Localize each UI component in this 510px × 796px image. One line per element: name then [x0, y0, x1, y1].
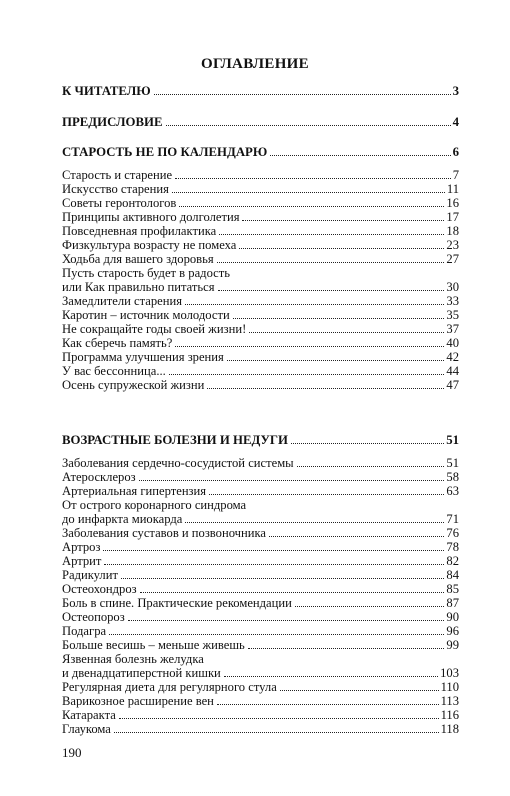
toc-entry-page: 116 — [440, 708, 459, 722]
toc-entry-page: 42 — [446, 350, 459, 364]
toc-section-heading — [62, 434, 459, 447]
toc-entry-title: Атеросклероз — [62, 470, 136, 484]
dot-leader — [104, 564, 444, 565]
toc-entry-page: 103 — [440, 666, 459, 680]
toc-entry — [62, 513, 459, 526]
toc-entry-title: Физкультура возрасту не помеха — [62, 238, 237, 252]
dot-leader — [154, 94, 451, 95]
toc-entry-page: 51 — [446, 456, 459, 470]
dot-leader — [185, 522, 444, 523]
toc-entry-page: 18 — [446, 224, 459, 238]
toc-entry-page: 85 — [446, 582, 459, 596]
dot-leader — [139, 480, 445, 481]
toc-entry-title: Принципы активного долголетия — [62, 210, 240, 224]
toc-entry-page: 78 — [446, 540, 459, 554]
dot-leader — [217, 262, 445, 263]
toc-entry-page: 96 — [446, 624, 459, 638]
toc-entry — [62, 379, 459, 392]
toc-entry — [62, 183, 459, 196]
toc-entry — [62, 323, 459, 336]
toc-entry — [62, 295, 459, 308]
toc-entry-title: Остеохондроз — [62, 582, 137, 596]
toc-entry-page: 27 — [446, 252, 459, 266]
toc-entry-title: Регулярная диета для регулярного стула — [62, 680, 277, 694]
dot-leader — [103, 550, 444, 551]
toc-entry-title: или Как правильно питаться — [62, 280, 215, 294]
toc-section-heading — [62, 116, 459, 129]
dot-leader — [295, 606, 445, 607]
toc-entry-title: Артрит — [62, 554, 102, 568]
dot-leader — [175, 346, 444, 347]
toc-entry — [62, 351, 459, 364]
toc-entry-page: 3 — [452, 84, 459, 98]
page-title: ОГЛАВЛЕНИЕ — [201, 56, 309, 72]
dot-leader — [242, 220, 444, 221]
page-number: 190 — [62, 745, 82, 760]
dot-leader — [166, 125, 451, 126]
toc-entry-page: 63 — [446, 484, 459, 498]
toc-entry-title: Не сокращайте годы своей жизни! — [62, 322, 247, 336]
toc-entry-title: Артроз — [62, 540, 101, 554]
toc-entry-title: У вас бессонница... — [62, 364, 166, 378]
toc-entry-page: 37 — [446, 322, 459, 336]
dot-leader — [114, 732, 439, 733]
toc-entry-page: 113 — [440, 694, 459, 708]
dot-leader — [109, 634, 444, 635]
dot-leader — [217, 704, 439, 705]
dot-leader — [172, 192, 445, 193]
toc-entry-title: Повседневная профилактика — [62, 224, 217, 238]
toc-entry-title: Варикозное расширение вен — [62, 694, 214, 708]
toc-entry-page: 90 — [446, 610, 459, 624]
toc-entry-title: Глаукома — [62, 722, 111, 736]
toc-entry-page: 30 — [446, 280, 459, 294]
toc-entry — [62, 281, 459, 294]
toc-entry-page: 7 — [452, 168, 459, 182]
toc-entry — [62, 569, 459, 582]
toc-entry-title: К ЧИТАТЕЛЮ — [62, 84, 151, 98]
toc-entry — [62, 471, 459, 484]
toc-entry-title: СТАРОСТЬ НЕ ПО КАЛЕНДАРЮ — [62, 145, 268, 159]
toc-entry-title: Катаракта — [62, 708, 116, 722]
toc-entry — [62, 485, 459, 498]
dot-leader — [179, 206, 444, 207]
toc-entry-page: 17 — [446, 210, 459, 224]
toc-entry-title-line1: Пусть старость будет в радость — [62, 266, 231, 280]
dot-leader — [218, 290, 445, 291]
toc-entry-page: 35 — [446, 308, 459, 322]
toc-entry — [62, 197, 459, 210]
toc-entry-page: 4 — [452, 115, 459, 129]
toc-entry-page: 40 — [446, 336, 459, 350]
toc-entry-title-line1: От острого коронарного синдрома — [62, 498, 247, 512]
dot-leader — [270, 155, 450, 156]
toc-entry — [62, 597, 459, 610]
dot-leader — [175, 178, 451, 179]
dot-leader — [297, 466, 445, 467]
toc-entry-page: 87 — [446, 596, 459, 610]
toc-entry-page: 11 — [446, 182, 459, 196]
toc-entry-title: до инфаркта миокарда — [62, 512, 183, 526]
toc-entry-page: 82 — [446, 554, 459, 568]
dot-leader — [219, 234, 444, 235]
dot-leader — [280, 690, 439, 691]
toc-entry-page: 99 — [446, 638, 459, 652]
dot-leader — [239, 248, 444, 249]
dot-leader — [249, 332, 444, 333]
toc-entry — [62, 309, 459, 322]
toc-entry — [62, 211, 459, 224]
toc-entry — [62, 681, 459, 694]
toc-entry — [62, 695, 459, 708]
toc-entry-title: Осень супружеской жизни — [62, 378, 205, 392]
dot-leader — [233, 318, 445, 319]
toc-entry — [62, 365, 459, 378]
toc-section-heading — [62, 146, 459, 159]
toc-entry — [62, 611, 459, 624]
toc-entry-page: 44 — [446, 364, 459, 378]
toc-entry-page: 47 — [446, 378, 459, 392]
toc-entry — [62, 583, 459, 596]
toc-entry — [62, 709, 459, 722]
toc-entry-title: Замедлители старения — [62, 294, 182, 308]
dot-leader — [207, 388, 444, 389]
dot-leader — [248, 648, 445, 649]
toc-entry-page: 71 — [446, 512, 459, 526]
toc-entry-title: Каротин – источник молодости — [62, 308, 230, 322]
toc-entry — [62, 555, 459, 568]
toc-entry-page: 118 — [440, 722, 459, 736]
toc-entry-title: Остеопороз — [62, 610, 125, 624]
toc-section-heading — [62, 85, 459, 98]
toc-entry-title: Программа улучшения зрения — [62, 350, 224, 364]
dot-leader — [121, 578, 444, 579]
toc-entry — [62, 639, 459, 652]
toc-entry-title: Заболевания суставов и позвоночника — [62, 526, 267, 540]
toc-entry-title-line1: Язвенная болезнь желудка — [62, 652, 204, 666]
toc-entry-title: Советы геронтологов — [62, 196, 177, 210]
toc-entry-page: 23 — [446, 238, 459, 252]
dot-leader — [140, 592, 445, 593]
toc-entry-page: 76 — [446, 526, 459, 540]
toc-entry — [62, 723, 459, 736]
toc-entry-title: и двенадцатиперстной кишки — [62, 666, 221, 680]
toc-entry-title: Ходьба для вашего здоровья — [62, 252, 214, 266]
toc-entry-title: Артериальная гипертензия — [62, 484, 207, 498]
toc-entry — [62, 225, 459, 238]
toc-entry — [62, 253, 459, 266]
dot-leader — [291, 443, 444, 444]
toc-entry-page: 51 — [446, 433, 459, 447]
toc-entry-title: Искусство старения — [62, 182, 169, 196]
toc-entry-title: Подагра — [62, 624, 107, 638]
toc-entry-title: Больше весишь – меньше живешь — [62, 638, 245, 652]
toc-entry — [62, 541, 459, 554]
toc-entry-title: Старость и старение — [62, 168, 173, 182]
dot-leader — [169, 374, 445, 375]
dot-leader — [224, 676, 438, 677]
toc-entry — [62, 239, 459, 252]
dot-leader — [128, 620, 445, 621]
dot-leader — [185, 304, 444, 305]
toc-entry-page: 6 — [452, 145, 459, 159]
toc-entry — [62, 625, 459, 638]
toc-entry — [62, 169, 459, 182]
dot-leader — [119, 718, 439, 719]
dot-leader — [209, 494, 444, 495]
toc-entry — [62, 337, 459, 350]
toc-entry-title: ВОЗРАСТНЫЕ БОЛЕЗНИ И НЕДУГИ — [62, 433, 288, 447]
toc-entry-page: 110 — [440, 680, 459, 694]
toc-entry — [62, 457, 459, 470]
toc-entry-title: Боль в спине. Практические рекомендации — [62, 596, 292, 610]
toc-entry — [62, 527, 459, 540]
toc-entry-title: Радикулит — [62, 568, 118, 582]
toc-entry — [62, 667, 459, 680]
toc-entry-page: 16 — [446, 196, 459, 210]
toc-entry-page: 84 — [446, 568, 459, 582]
toc-entry-title: ПРЕДИСЛОВИЕ — [62, 115, 163, 129]
toc-entry-page: 33 — [446, 294, 459, 308]
toc-entry-page: 58 — [446, 470, 459, 484]
dot-leader — [269, 536, 444, 537]
toc-entry-title: Как сберечь память? — [62, 336, 173, 350]
dot-leader — [227, 360, 445, 361]
toc-entry-title: Заболевания сердечно-сосудистой системы — [62, 456, 294, 470]
